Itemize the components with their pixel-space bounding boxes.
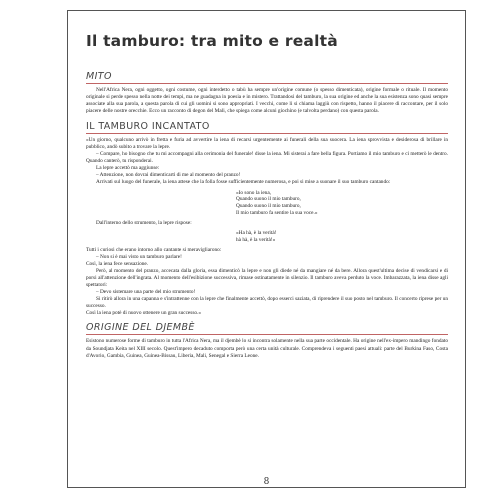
song-line: Il mio tamburo fa sentire la sua voce.»: [236, 210, 318, 217]
page-content: [86, 31, 448, 360]
section-heading-origine: [86, 322, 448, 335]
incantato-paragraph-10: Però, al momento del pranzo, accecata dalla gloria, essa dimenticò la lepre e non gli diede né da mangiare né da bere. Allora quest'ultima decise di vendicarsi e di porsi all'attenzione dell'ingrata. Al momento dell'esibizione successiva, rimase ostinatamente in silenzio. Il tamburo aveva perduto la voce. Imbarazzata, la iena disse agli spettatori:: [86, 268, 448, 289]
incantato-paragraph-13: Così la iena potè di nuovo ottenere un gran successo.»: [86, 310, 202, 317]
incantato-paragraph-3: La lepre accettò ma aggiunse:: [96, 165, 160, 172]
section-heading-incantato: [86, 121, 448, 134]
section-heading-mito: [86, 71, 448, 84]
incantato-paragraph-2: – Compare, ho bisogno che tu mi accompagni alla cerimonia del funerale! disse la iena. Mi sisterai a fare bella figura. Portiamo il mio tamburo e ci metterò le dentro. Quando canterò, tu risponderai.: [86, 151, 448, 165]
document-page: [67, 10, 466, 488]
incantato-paragraph-11: – Devo sistemare una parte del mio strumento!: [96, 289, 196, 296]
incantato-paragraph-4: – Attenzione, non dovrai dimenticarti di me al momento del pranzo!: [96, 172, 241, 179]
song-hare: [86, 230, 448, 244]
section-heading-mito-text: MITO: [86, 71, 112, 82]
incantato-paragraph-12: Si ritirò allora in una capanna e s'intrattenne con la lepre che finalmente accettò, dopo esserci saziata, di riprendere il suo posto nel tamburo. Il concerto riprese per un successo.: [86, 296, 448, 310]
page-number: 8: [263, 477, 270, 487]
song-line: «Io sono la iena,: [236, 189, 272, 196]
mito-paragraph: Nell'Africa Nera, ogni oggetto, ogni costume, ogni interdetto o tabù ha sempre un'origine comune (o spesso dimenticata), origine formale o rituale. Il momento originale si perde spesso nella notte dei tempi, ma ne guadagna in poesia e in mistero. Trattandosi del tamburo, la sua origine ed anche la sua esistenza sono quasi sempre associate alla sua parola, a questa parola di cui gli uomini si sono appropriati. I vecchi, come li si chiama laggiù con rispetto, hanno il piacere di raccontare, per il solo piacere delle nostre orecchie. Ecco un racconto di degon del Mali, che spiega come alcuni giochino (e talvolta perdano) con questa parola.: [86, 87, 448, 115]
section-heading-origine-text: ORIGINE DEL DJEMBÈ: [86, 322, 195, 334]
origine-paragraph: Esistono numerose forme di tamburo in tutta l'Africa Nera, ma il djembè lo si incontra solamente nella sua parte occidentale. Ha origine nell'ex-impero mandingo fondato da Soundjata Keita nel XIII secolo. Quest'impero decaduto comporta però una certa unità culturale. Comprendeva i seguenti paesi attuali: parte del Burkina Faso, Costa d'Avorio, Gambia, Guinea, Guinea-Bissau, Liberia, Mali, Senegal e Sierra Leone.: [86, 338, 448, 359]
song-line: «Ha hà, è la verità!: [236, 230, 277, 237]
incantato-paragraph-5: Arrivati sul luogo del funerale, la iena attese che la folla fosse sufficientemente numerosa, e poi si mise a suonare il suo tamburo cantando:: [96, 179, 391, 186]
song-line: Quando suono il mio tamburo,: [236, 196, 301, 203]
song-line: hà hà, è la verità!»: [236, 237, 276, 244]
song-line: Quando suono il mio tamburo,: [236, 203, 301, 210]
song-hyena: [86, 190, 448, 218]
incantato-paragraph-1: «Un giorno, qualcuno arrivò in fretta e furia ad avvertire la iena di recarsi urgentemente ai funerali della sua suocera. La iena sprovvista e desiderosa di brillare in pubblico, andò subito a trovare la lepre.: [86, 137, 448, 151]
incantato-paragraph-6: Dall'interno dello strumento, la lepre rispose:: [96, 220, 192, 227]
incantato-paragraph-7: Tutti i curiosi che erano intorno allo cantante si meravigliarono:: [86, 247, 222, 253]
incantato-paragraph-9: Così, la iena fece sensazione.: [86, 261, 149, 268]
section-heading-incantato-text: IL TAMBURO INCANTATO: [86, 121, 210, 133]
page-title: Il tamburo: tra mito e realtà: [86, 32, 338, 50]
incantato-paragraph-8: – Non si è mai visto un tamburo parlare!: [96, 254, 182, 261]
